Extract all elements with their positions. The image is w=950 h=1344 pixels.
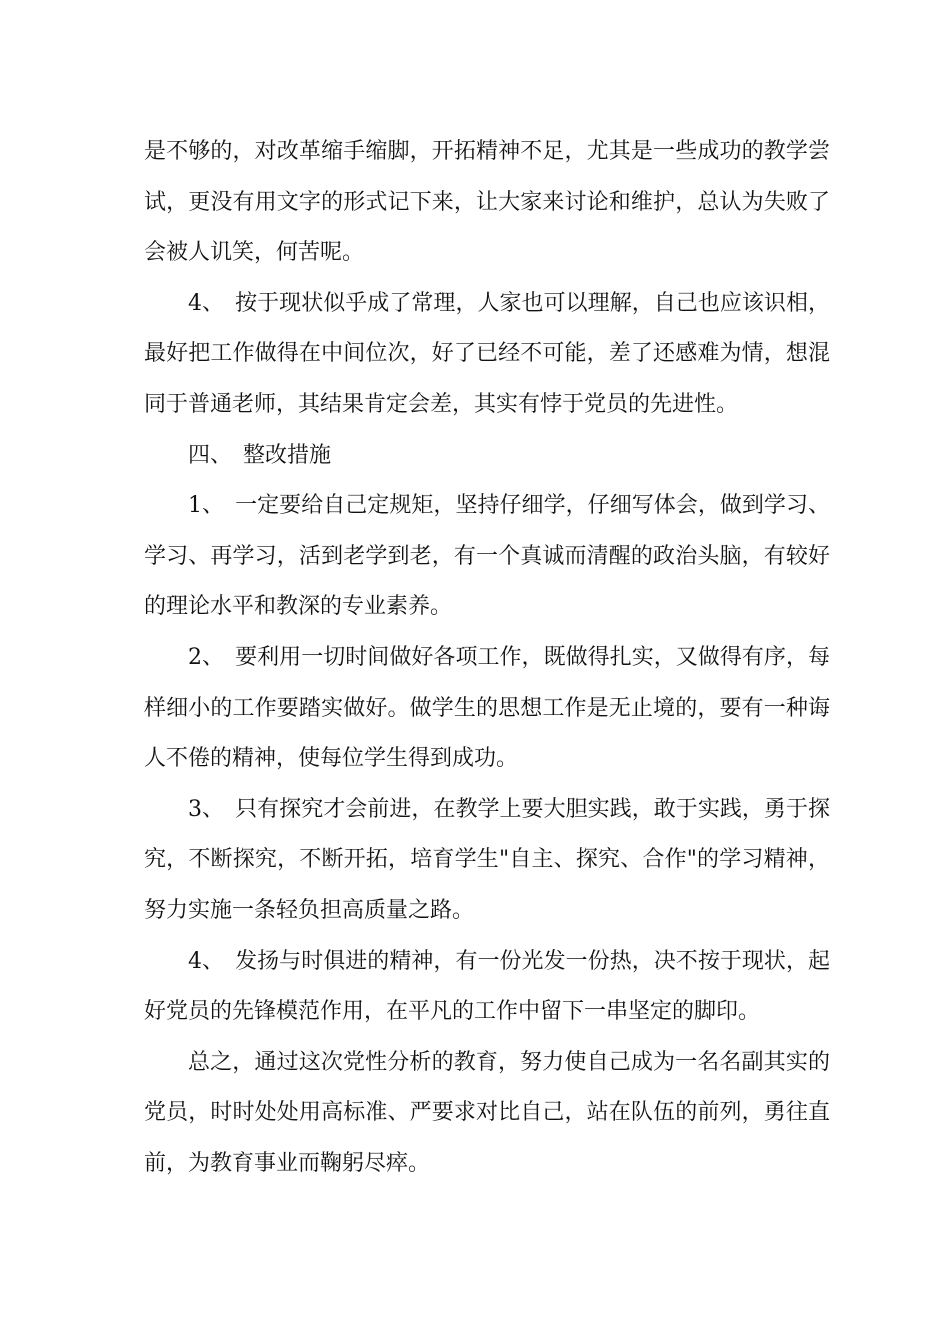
- paragraph-measure-2: 2、 要利用一切时间做好各项工作，既做得扎实，又做得有序，每样细小的工作要踏实做好。做学生的思想工作是无止境的，要有一种诲人不倦的精神，使每位学生得到成功。: [144, 644, 830, 772]
- paragraph-measure-4: 4、 发扬与时俱进的精神，有一份光发一份热，决不按于现状，起好党员的先锋模范作用，在平凡的工作中留下一串坚定的脚印。: [144, 948, 830, 1025]
- paragraph-conclusion: 总之，通过这次党性分析的教育，努力使自己成为一名名副其实的党员，时时处处用高标准、严要求对比自己，站在队伍的前列，勇往直前，为教育事业而鞠躬尽瘁。: [144, 1049, 830, 1176]
- paragraph-measure-1: 1、 一定要给自己定规矩，坚持仔细学，仔细写体会，做到学习、学习、再学习，活到老学到老，有一个真诚而清醒的政治头脑，有较好的理论水平和教深的专业素养。: [144, 493, 830, 620]
- document-body: [144, 127, 830, 1189]
- paragraph-measure-3: 3、 只有探究才会前进，在教学上要大胆实践，敢于实践，勇于探究，不断探究，不断开拓，培育学生"自主、探究、合作"的学习精神，努力实施一条轻负担高质量之路。: [144, 796, 830, 923]
- paragraph-continued: 是不够的，对改革缩手缩脚，开拓精神不足，尤其是一些成功的教学尝试，更没有用文字的形式记下来，让大家来讨论和维护，总认为失败了会被人讥笑，何苦呢。: [144, 139, 830, 266]
- paragraph-problem-4: 4、 按于现状似乎成了常理，人家也可以理解，自己也应该识相，最好把工作做得在中间位次，好了已经不可能，差了还感难为情，想混同于普通老师，其结果肯定会差，其实有悖于党员的先进性。: [144, 290, 830, 417]
- section-heading-rectification-measures: 四、 整改措施: [188, 442, 332, 468]
